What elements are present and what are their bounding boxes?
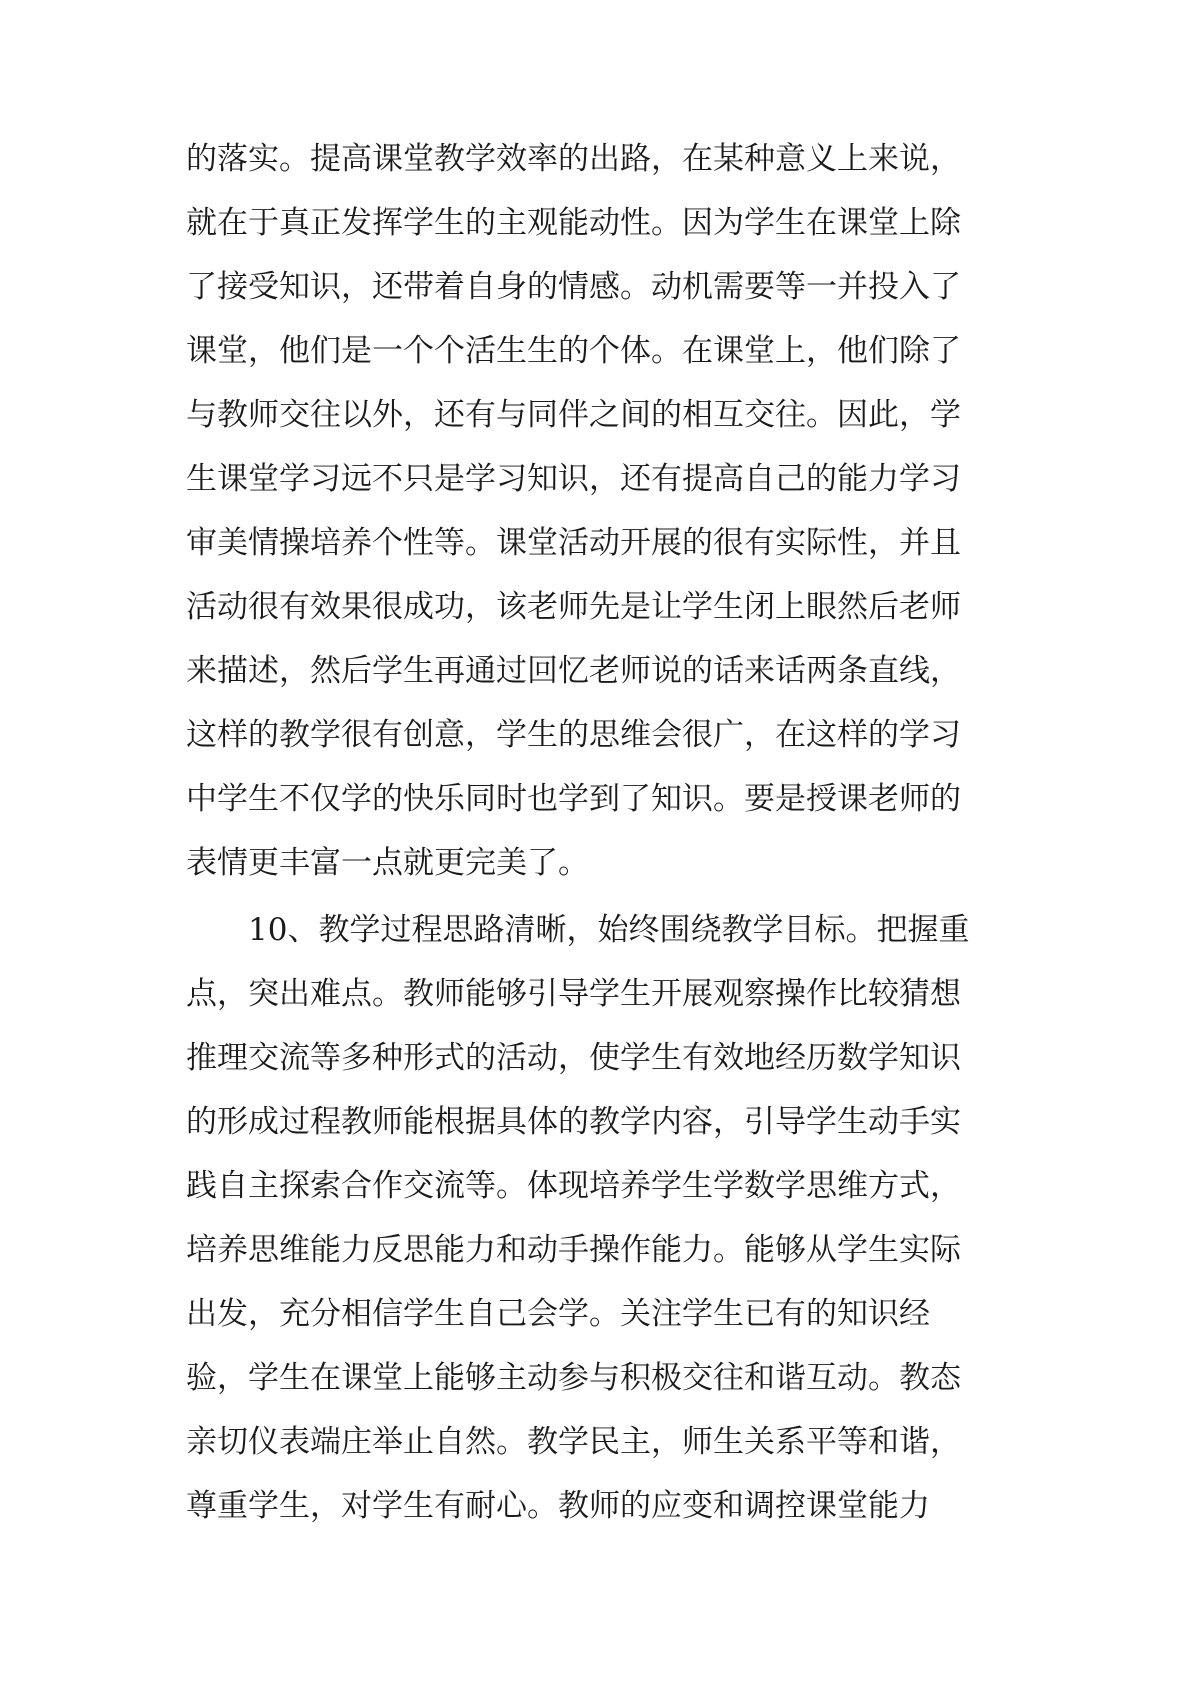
text-line: 践自主探索合作交流等。体现培养学生学数学思维方式， — [186, 1168, 961, 1204]
text-line: 点，突出难点。教师能够引导学生开展观察操作比较猜想 — [186, 976, 961, 1012]
text-line: 来描述，然后学生再通过回忆老师说的话来话两条直线， — [186, 653, 961, 689]
text-line: 的落实。提高课堂教学效率的出路，在某种意义上来说， — [186, 141, 961, 177]
text-line: 出发，充分相信学生自己会学。关注学生已有的知识经 — [186, 1296, 930, 1332]
text-line: 了接受知识，还带着自身的情感。动机需要等一并投入了 — [186, 269, 961, 305]
paragraph-item-10 — [186, 898, 1016, 1538]
text-line: 与教师交往以外，还有与同伴之间的相互交往。因此，学 — [186, 397, 961, 433]
text-line: 这样的教学很有创意，学生的思维会很广，在这样的学习 — [186, 717, 961, 753]
paragraph-continuation — [186, 127, 1016, 895]
text-line: 生课堂学习远不只是学习知识，还有提高自己的能力学习 — [186, 461, 961, 497]
text-line: 验，学生在课堂上能够主动参与积极交往和谐互动。教态 — [186, 1360, 961, 1396]
text-line: 审美情操培养个性等。课堂活动开展的很有实际性，并且 — [186, 525, 961, 561]
text-line: 就在于真正发挥学生的主观能动性。因为学生在课堂上除 — [186, 205, 961, 241]
text-line: 的形成过程教师能根据具体的教学内容，引导学生动手实 — [186, 1104, 961, 1140]
text-line: 中学生不仅学的快乐同时也学到了知识。要是授课老师的 — [186, 781, 961, 817]
text-line: 培养思维能力反思能力和动手操作能力。能够从学生实际 — [186, 1232, 961, 1268]
text-line: 活动很有效果很成功，该老师先是让学生闭上眼然后老师 — [186, 589, 961, 625]
text-line: 表情更丰富一点就更完美了。 — [186, 845, 589, 881]
text-line: 尊重学生，对学生有耐心。教师的应变和调控课堂能力 — [186, 1488, 930, 1524]
text-line-first: 10、教学过程思路清晰，始终围绕教学目标。把握重 — [248, 912, 970, 948]
text-line: 亲切仪表端庄举止自然。教学民主，师生关系平等和谐， — [186, 1424, 961, 1460]
text-line: 推理交流等多种形式的活动，使学生有效地经历数学知识 — [186, 1040, 961, 1076]
text-line: 课堂，他们是一个个活生生的个体。在课堂上，他们除了 — [186, 333, 961, 369]
